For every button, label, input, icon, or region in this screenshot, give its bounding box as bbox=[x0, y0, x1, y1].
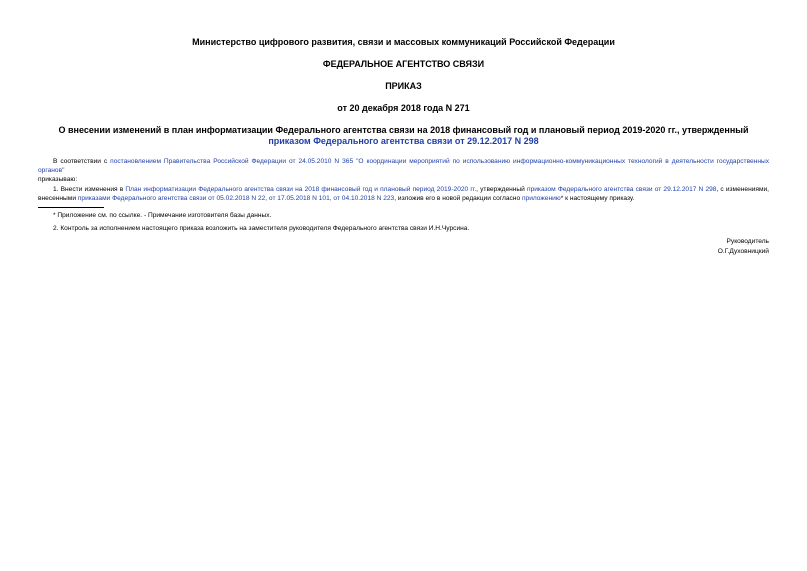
document-type: ПРИКАЗ bbox=[385, 81, 422, 91]
signature-position: Руководитель bbox=[726, 238, 769, 246]
document-date-number: от 20 декабря 2018 года N 271 bbox=[337, 103, 470, 113]
ministry-name: Министерство цифрового развития, связи и массовых коммуникаций Российской Федерации bbox=[192, 37, 615, 47]
item-1-paragraph bbox=[38, 185, 769, 203]
document-title bbox=[56, 125, 751, 147]
government-decree-link[interactable]: постановлением Правительства Российской Федерации от 24.05.2010 N 365 "О координации мероприятий по использованию информационно-коммуникационных технологий в деятельности государственных органов" bbox=[38, 158, 769, 175]
informatization-plan-link[interactable]: План информатизации Федерального агентства связи на 2018 финансовый год и плановый период 2019-2020 гг. bbox=[125, 185, 477, 193]
footnote-divider bbox=[38, 207, 104, 208]
item-1-text-b: , утвержденный bbox=[476, 185, 527, 193]
appendix-link[interactable]: приложению bbox=[521, 194, 561, 202]
item-1-text-d: , изложив его в новой редакции согласно bbox=[394, 194, 522, 202]
amending-orders-link[interactable]: приказами Федерального агентства связи от 05.02.2018 N 22, от 17.05.2018 N 101, от 04.10.2018 N 223 bbox=[77, 194, 395, 202]
basis-text: В соответствии с bbox=[53, 158, 111, 165]
signature-name: О.Г.Духовницкий bbox=[717, 248, 769, 256]
item-2-paragraph: 2. Контроль за исполнением настоящего приказа возложить на заместителя руководителя Федерального агентства связи И.Н.Чурсина. bbox=[53, 225, 470, 233]
footnote: * Приложение см. по ссылке. - Примечание изготовителя базы данных. bbox=[53, 212, 272, 220]
agency-name: ФЕДЕРАЛЬНОЕ АГЕНТСТВО СВЯЗИ bbox=[322, 59, 485, 69]
title-order-link[interactable]: приказом Федерального агентства связи от 29.12.2017 N 298 bbox=[268, 136, 539, 146]
document-title-text: О внесении изменений в план информатизации Федерального агентства связи на 2018 финансовый год и плановый период 2019-2020 гг., утвержденный bbox=[58, 125, 749, 135]
item-1-text-a: 1. Внести изменения в bbox=[53, 185, 126, 193]
item-1-text-c: , с изменениями, внесенными bbox=[38, 185, 770, 202]
order-298-link[interactable]: приказом Федерального агентства связи от 29.12.2017 N 298 bbox=[527, 185, 717, 193]
orders-paragraph: приказываю: bbox=[38, 176, 78, 184]
basis-paragraph bbox=[38, 157, 769, 175]
item-1-text-e: * к настоящему приказу. bbox=[560, 194, 635, 202]
